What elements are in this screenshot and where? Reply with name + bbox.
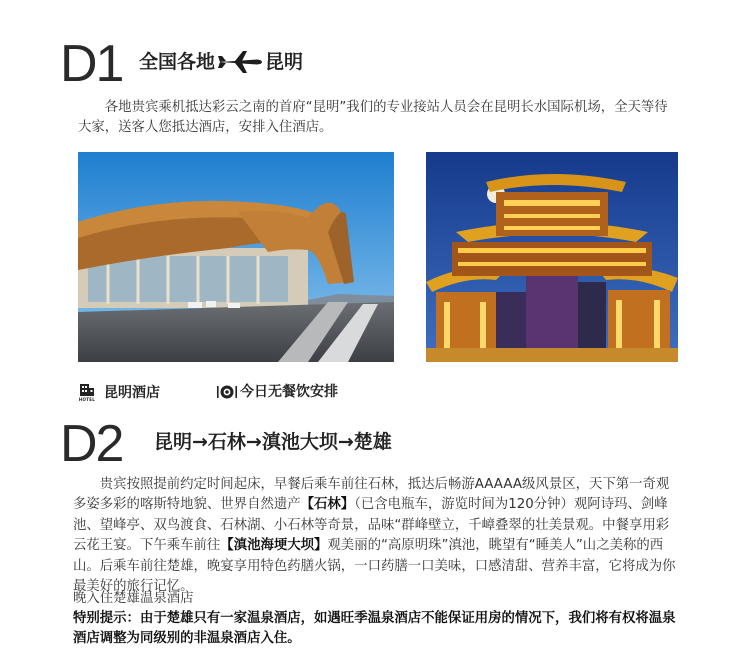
day2-itinerary	[73, 475, 681, 597]
day1-hotel	[78, 383, 160, 402]
day2-number: D2	[60, 415, 123, 473]
day2-overnight: 晚入住楚雄温泉酒店	[73, 591, 194, 606]
day2-text-2: （已含电瓶车，游览时间为120分钟）观阿诗玛、剑峰池、望峰亭、双鸟渡食、石林湖、小石林等奇景，品味“群峰壁立，千嶂叠翠的壮美景观。中餐享用彩云花王宴。下午乘车前往	[73, 497, 670, 554]
day1-title-from: 全国各地	[139, 51, 216, 73]
day1-meals	[216, 383, 338, 401]
airport-photo	[78, 152, 394, 362]
day1-title	[139, 50, 303, 74]
day1-hotel-label: 昆明酒店	[104, 384, 160, 401]
archway-photo	[426, 152, 678, 362]
day1-intro: 各地贵宾乘机抵达彩云之南的首府“昆明”我们的专业接站人员会在昆明长水国际机场，全天等待大家，送客人您抵达酒店，安排入住酒店。	[78, 100, 668, 136]
day2-special-tip: 特别提示：由于楚雄只有一家温泉酒店，如遇旺季温泉酒店不能保证用房的情况下，我们将有权将温泉酒店调整为同级别的非温泉酒店入住。	[73, 611, 676, 647]
day2-dianchi-dam: 【滇池海埂大坝】	[220, 538, 328, 554]
day2-text-3: 观美丽的“高原明珠”滇池，眺望有“睡美人”山之美称的西山。后乘车前往楚雄，晚宴享用特色药膳火锅，一口药膳一口美味，口感清甜、营养丰富，它将成为你最美好的旅行记忆。	[73, 538, 676, 595]
day2-title: 昆明→石林→滇池大坝→楚雄	[154, 431, 392, 453]
day2-text-1: 贵宾按照提前约定时间起床，早餐后乘车前往石林，抵达后畅游AAAAA级风景区，天下第一奇观多姿多彩的喀斯特地貌、世界自然遗产	[73, 477, 670, 513]
dining-plate-icon	[216, 384, 238, 400]
day1-meal-label: 今日无餐饮安排	[240, 384, 338, 400]
day2-stone-forest: 【石林】	[300, 497, 355, 513]
hotel-icon-caption: HOTEL	[78, 397, 96, 402]
hotel-icon	[78, 383, 96, 402]
day1-number: D1	[60, 35, 123, 93]
day1-title-to: 昆明	[265, 51, 304, 73]
airplane-icon	[217, 50, 263, 74]
